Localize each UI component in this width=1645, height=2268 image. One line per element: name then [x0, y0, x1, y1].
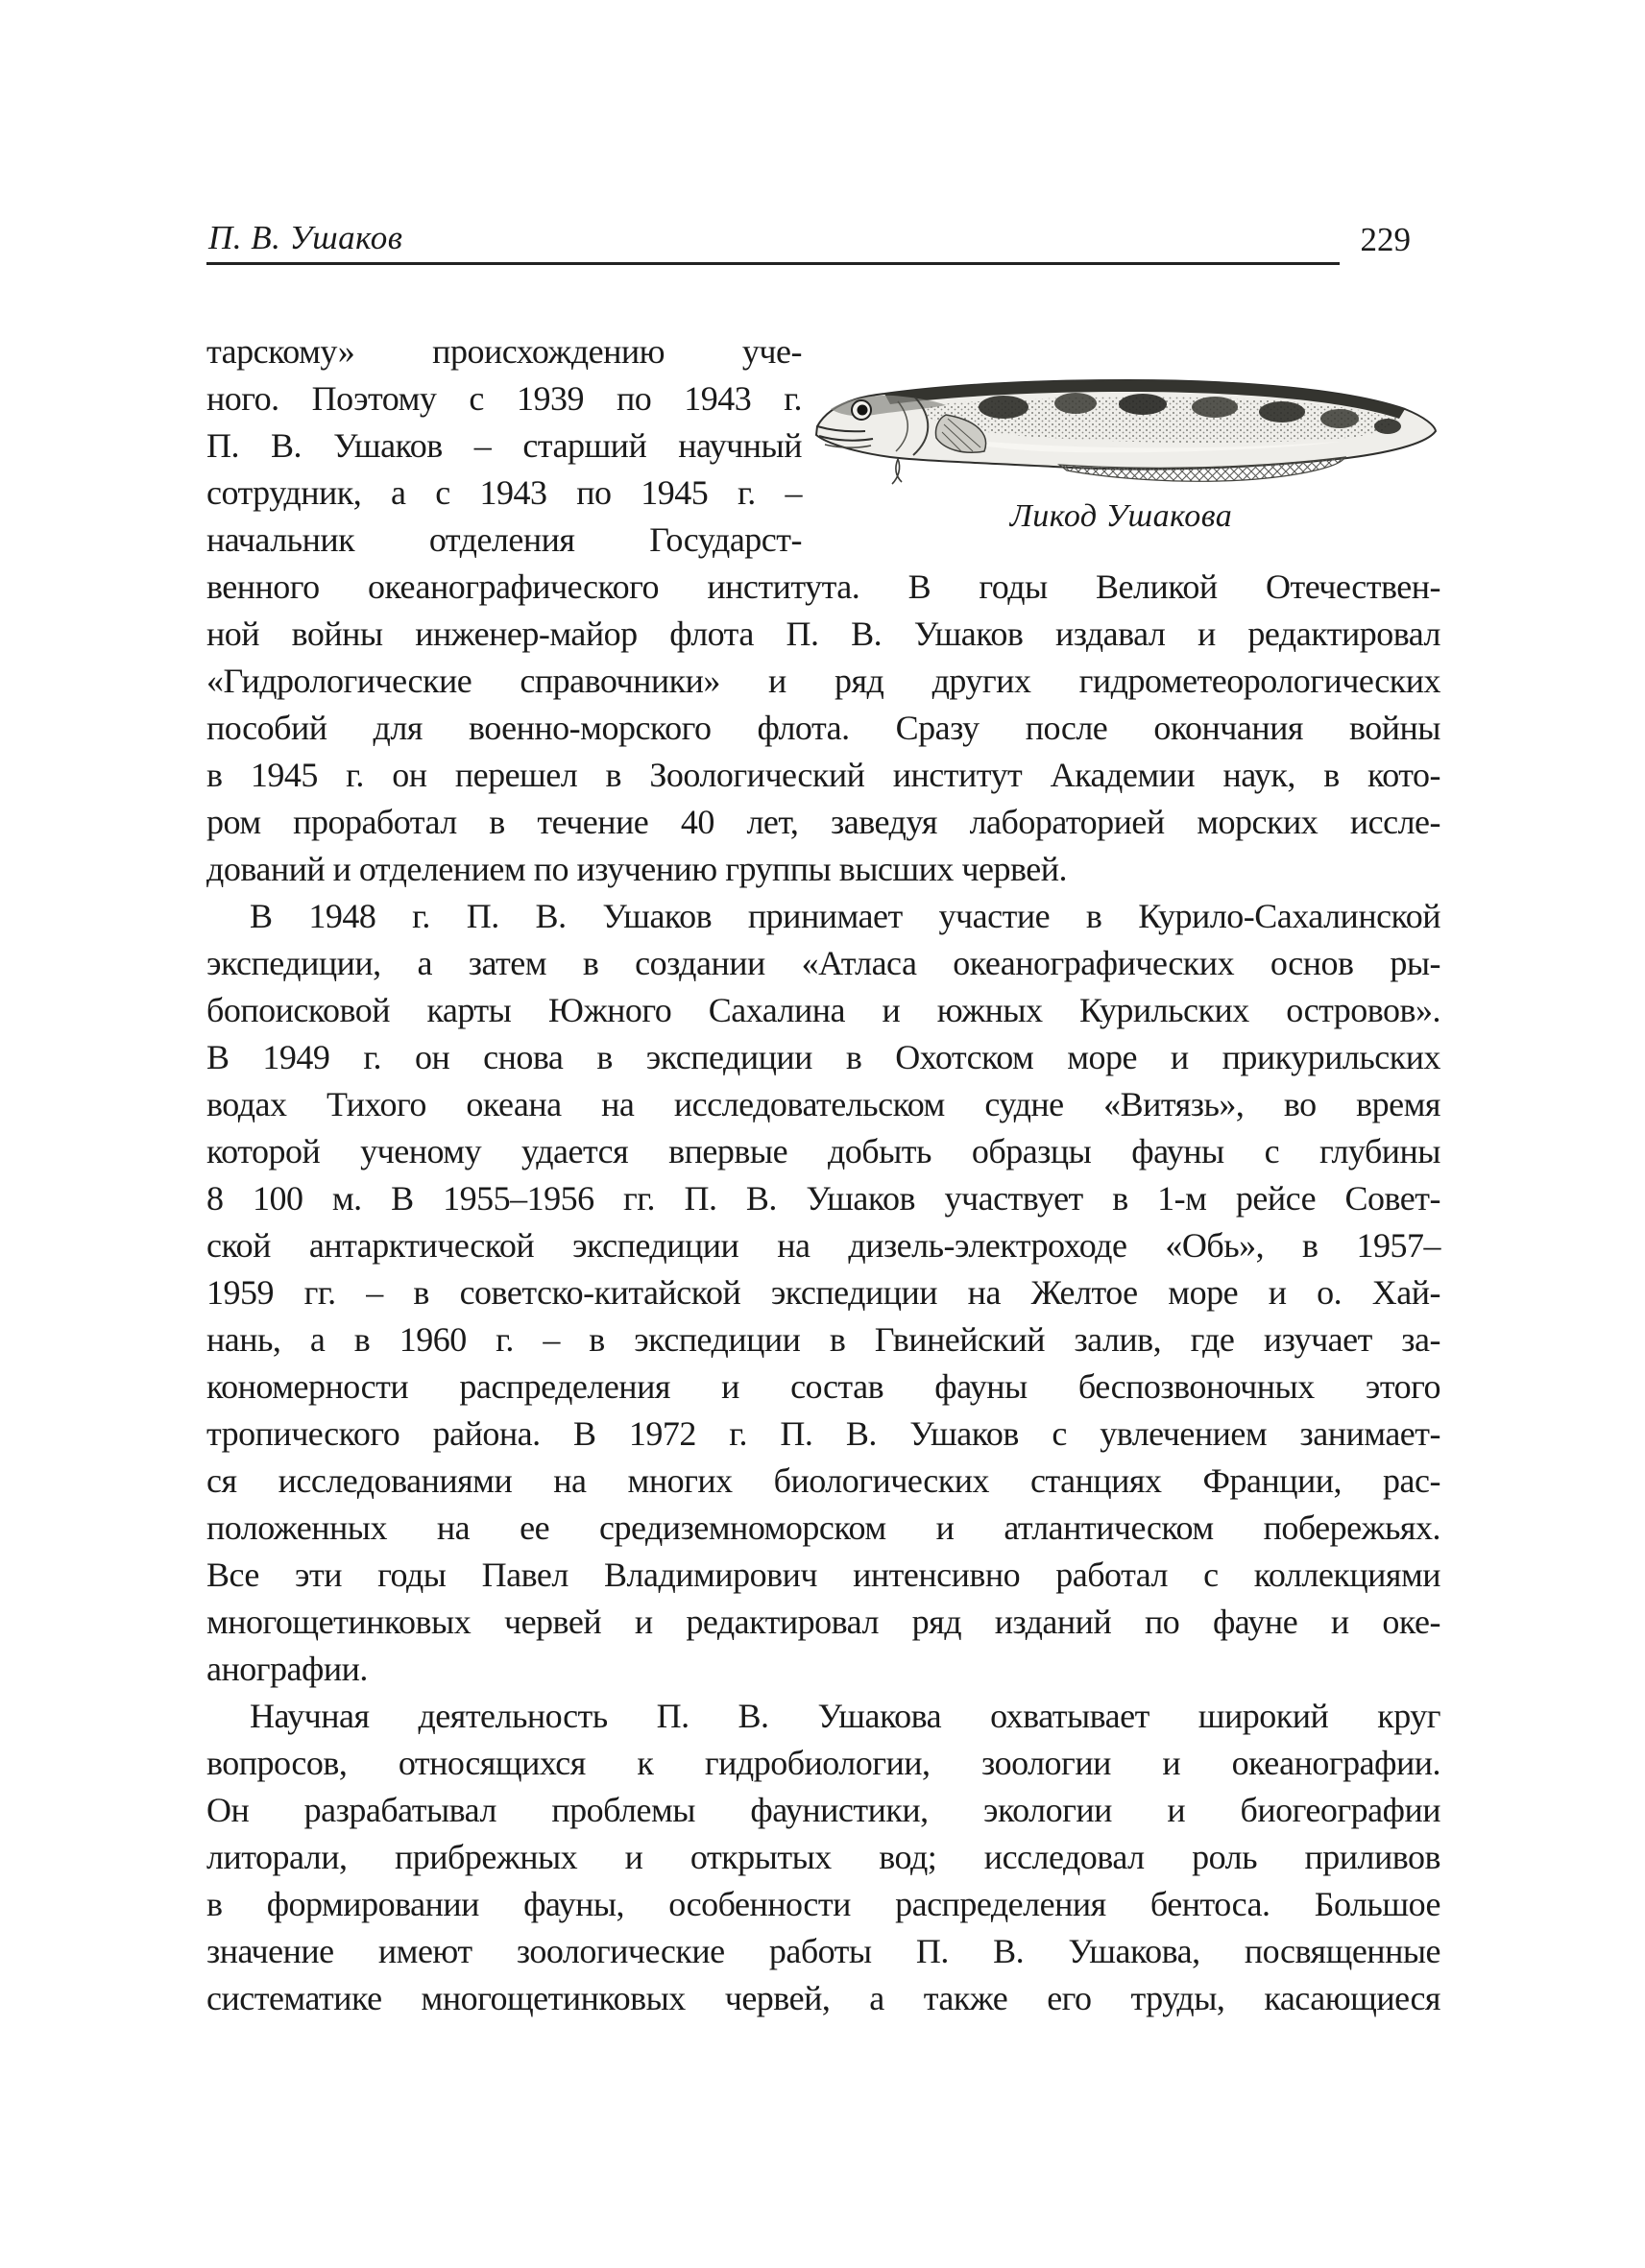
text-line: ся исследованиями на многих биологических станциях Франции, рас- — [206, 1461, 1440, 1500]
text-line: тарскому» происхождению уче- — [206, 332, 802, 371]
fish-illustration — [802, 359, 1440, 489]
text-line: значение имеют зоологические работы П. В. Ушакова, посвященные — [206, 1932, 1440, 1970]
text-line: ром проработал в течение 40 лет, заведуя лабораторией морских иссле- — [206, 803, 1440, 841]
text-line: начальник отделения Государст- — [206, 520, 802, 559]
text-line: венного океанографического института. В годы Великой Отечествен- — [206, 567, 1440, 606]
text-line: бопоисковой карты Южного Сахалина и южных Курильских островов». — [206, 991, 1440, 1029]
body-text-area — [206, 328, 1440, 2022]
text-line: П. В. Ушаков – старший научный — [206, 426, 802, 465]
text-line: тропического района. В 1972 г. П. В. Ушаков с увлечением занимает- — [206, 1414, 1440, 1453]
text-line: «Гидрологические справочники» и ряд других гидрометеорологических — [206, 662, 1440, 700]
text-line: ного. Поэтому с 1939 по 1943 г. — [206, 379, 802, 418]
text-line: В 1949 г. он снова в экспедиции в Охотском море и прикурильских — [206, 1038, 1440, 1076]
text-line: в формировании фауны, особенности распределения бентоса. Большое — [206, 1885, 1440, 1923]
running-head — [206, 219, 1440, 263]
text-line: сотрудник, а с 1943 по 1945 г. – — [206, 473, 802, 512]
running-head-title: П. В. Ушаков — [208, 219, 403, 256]
text-line: Научная деятельность П. В. Ушакова охватывает широкий круг — [250, 1697, 1440, 1735]
paragraph — [206, 1693, 1440, 2022]
text-line: положенных на ее средиземноморском и атлантическом побережьях. — [206, 1508, 1440, 1547]
text-line: Он разрабатывал проблемы фаунистики, экологии и биогеографии — [206, 1791, 1440, 1829]
text-line: ной войны инженер-майор флота П. В. Ушаков издавал и редактировал — [206, 615, 1440, 653]
text-line: водах Тихого океана на исследовательском судне «Витязь», во время — [206, 1085, 1440, 1123]
text-line: В 1948 г. П. В. Ушаков принимает участие в Курило-Сахалинской — [250, 897, 1440, 935]
text-line: которой ученому удается впервые добыть образцы фауны с глубины — [206, 1132, 1440, 1170]
running-head-rule — [206, 262, 1340, 265]
text-line: 8 100 м. В 1955–1956 гг. П. В. Ушаков участвует в 1-м рейсе Совет- — [206, 1179, 1440, 1218]
text-line: дований и отделением по изучению группы высших червей. — [206, 850, 1067, 888]
text-line: Все эти годы Павел Владимирович интенсивно работал с коллекциями — [206, 1556, 1440, 1594]
page-number: 229 — [1360, 221, 1411, 258]
text-line: нань, а в 1960 г. – в экспедиции в Гвинейский залив, где изучает за- — [206, 1320, 1440, 1359]
text-line: экспедиции, а затем в создании «Атласа океанографических основ ры- — [206, 944, 1440, 982]
body-text — [206, 328, 1440, 2022]
text-line: систематике многощетинковых червей, а также его труды, касающиеся — [206, 1979, 1440, 2017]
text-line: кономерности распределения и состав фауны беспозвоночных этого — [206, 1367, 1440, 1406]
text-line: ской антарктической экспедиции на дизель-электроходе «Обь», в 1957– — [206, 1226, 1440, 1265]
text-line: многощетинковых червей и редактировал ряд изданий по фауне и оке- — [206, 1603, 1440, 1641]
text-line: пособий для военно-морского флота. Сразу после окончания войны — [206, 709, 1440, 747]
paragraph — [206, 893, 1440, 1693]
figure-caption: Ликод Ушакова — [1009, 498, 1233, 534]
text-line: вопросов, относящихся к гидробиологии, зоологии и океанографии. — [206, 1744, 1440, 1782]
text-line: 1959 гг. – в советско-китайской экспедиции на Желтое море и о. Хай- — [206, 1273, 1440, 1312]
text-line: в 1945 г. он перешел в Зоологический институт Академии наук, в кото- — [206, 756, 1440, 794]
figure-lycodes — [802, 328, 1440, 537]
text-line: анографии. — [206, 1650, 368, 1688]
text-line: литорали, прибрежных и открытых вод; исследовал роль приливов — [206, 1838, 1440, 1876]
